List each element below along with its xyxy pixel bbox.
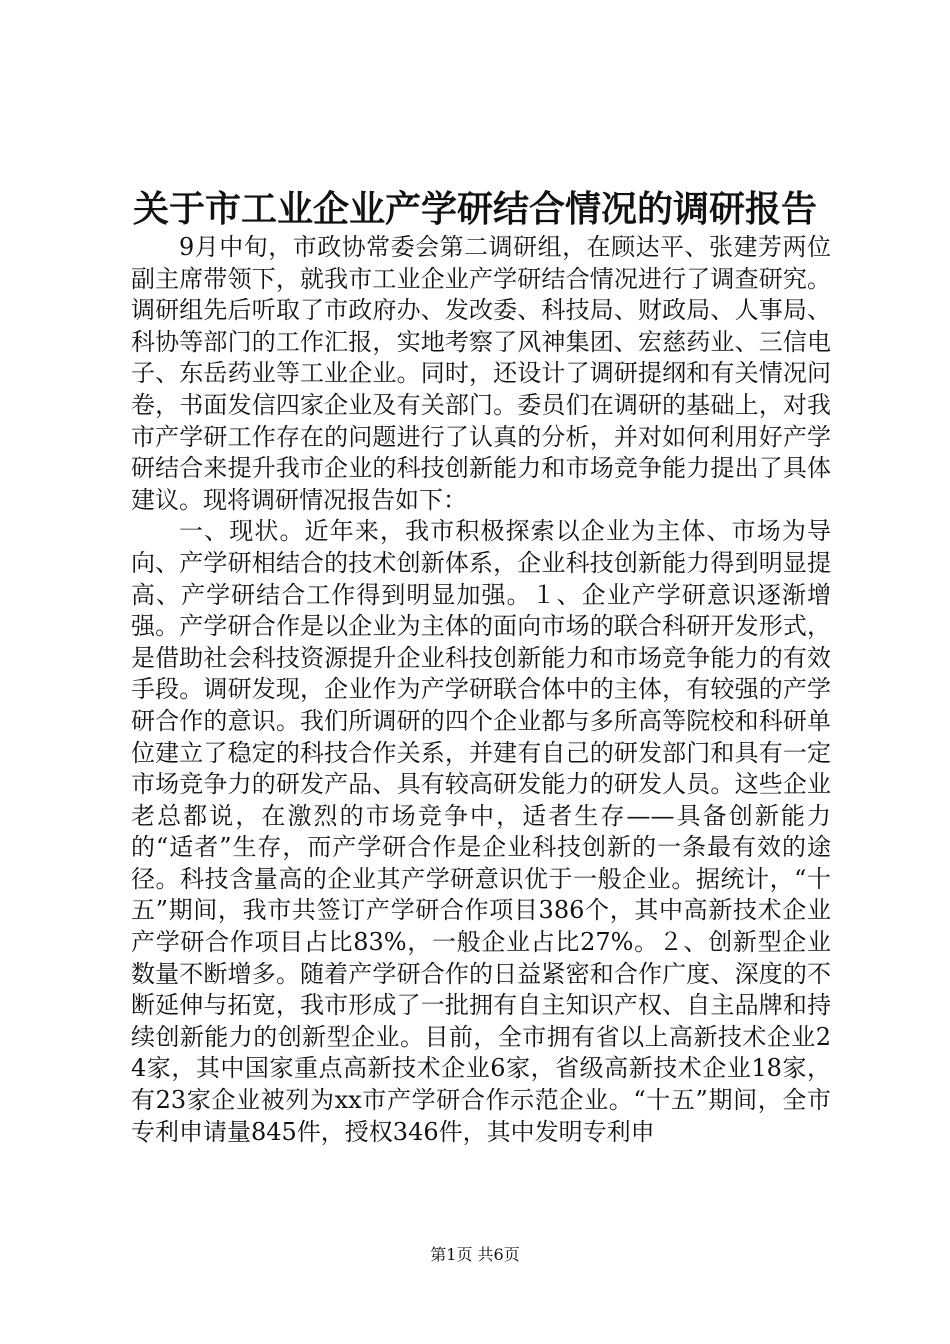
document-title: 关于市工业企业产学研结合情况的调研报告 bbox=[132, 188, 817, 230]
paragraph-intro: 9月中旬，市政协常委会第二调研组，在顾达平、张建芳两位副主席带领下，就我市工业企业产学研结合情况进行了调查研究。调研组先后听取了市政府办、发改委、科技局、财政局、人事局、科协等部门的工作汇报，实地考察了风神集团、宏慈药业、三信电子、东岳药业等工业企业。同时，还设计了调研提纲和有关情况问卷，书面发信四家企业及有关部门。委员们在调研的基础上，对我市产学研工作存在的问题进行了认真的分析，并对如何利用好产学研结合来提升我市企业的科技创新能力和市场竞争能力提出了具体建议。现将调研情况报告如下： bbox=[131, 233, 831, 514]
paragraph-status: 一、现状。近年来，我市积极探索以企业为主体、市场为导向、产学研相结合的技术创新体系，企业科技创新能力得到明显提高、产学研结合工作得到明显加强。１、企业产学研意识逐渐增强。产学研合作是以企业为主体的面向市场的联合科研开发形式，是借助社会科技资源提升企业科技创新能力和市场竞争能力的有效手段。调研发现，企业作为产学研联合体中的主体，有较强的产学研合作的意识。我们所调研的四个企业都与多所高等院校和科研单位建立了稳定的科技合作关系，并建有自己的研发部门和具有一定市场竞争力的研发产品、具有较高研发能力的研发人员。这些企业老总都说，在激烈的市场竞争中，适者生存——具备创新能力的“适者”生存，而产学研合作是企业科技创新的一条最有效的途径。科技含量高的企业其产学研意识优于一般企业。据统计，“十五”期间，我市共签订产学研合作项目386个，其中高新技术企业产学研合作项目占比83%，一般企业占比27%。２、创新型企业数量不断增多。随着产学研合作的日益紧密和合作广度、深度的不断延伸与拓宽，我市形成了一批拥有自主知识产权、自主品牌和持续创新能力的创新型企业。目前，全市拥有省以上高新技术企业24家，其中国家重点高新技术企业6家，省级高新技术企业18家，有23家企业被列为xx市产学研合作示范企业。“十五”期间，全市专利申请量845件，授权346件，其中发明专利申 bbox=[131, 517, 831, 1146]
page-number-footer: 第1页 共6页 bbox=[430, 1245, 520, 1264]
document-body bbox=[131, 232, 831, 1148]
